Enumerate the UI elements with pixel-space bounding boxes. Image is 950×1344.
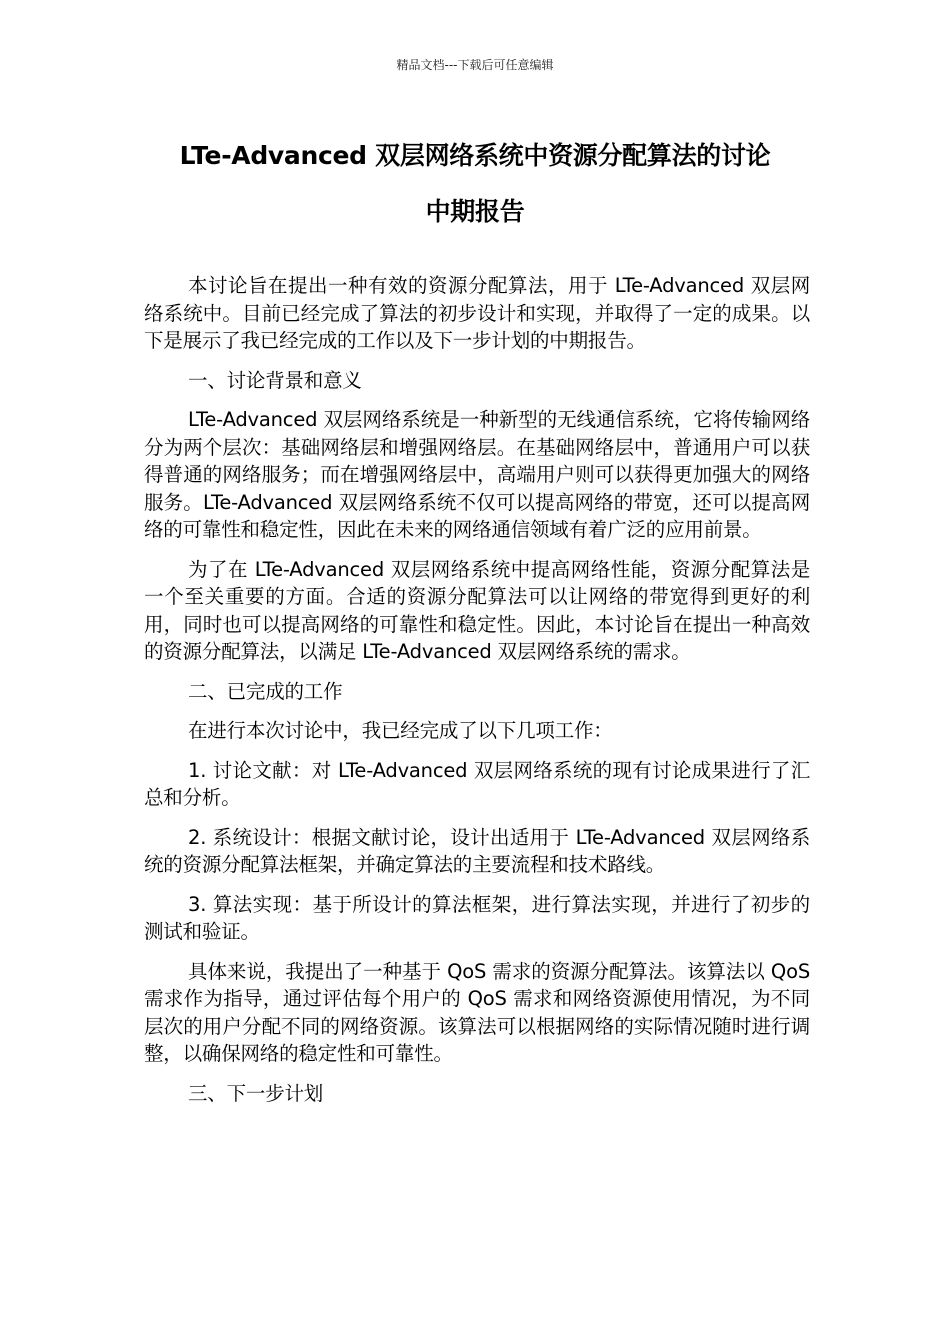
work-item-3: 3. 算法实现：基于所设计的算法框架，进行算法实现，并进行了初步的测试和验证。: [144, 892, 810, 943]
title-line-1: LTe-Advanced 双层网络系统中资源分配算法的讨论: [179, 141, 771, 170]
section-heading-completed-work: 二、已完成的工作: [188, 679, 343, 703]
work-item-1: 1. 讨论文献：对 LTe-Advanced 双层网络系统的现有讨论成果进行了汇总和分析。: [144, 758, 810, 809]
work-item-2: 2. 系统设计：根据文献讨论，设计出适用于 LTe-Advanced 双层网络系统的资源分配算法框架，并确定算法的主要流程和技术路线。: [144, 825, 810, 876]
algorithm-detail-paragraph: 具体来说，我提出了一种基于 QoS 需求的资源分配算法。该算法以 QoS 需求作为指导，通过评估每个用户的 QoS 需求和网络资源使用情况，为不同层次的用户分配不同的网络资源。该算法可以根据网络的实际情况随时进行调整，以确保网络的稳定性和可靠性。: [144, 959, 810, 1065]
intro-paragraph: 本讨论旨在提出一种有效的资源分配算法，用于 LTe-Advanced 双层网络系统中。目前已经完成了算法的初步设计和实现，并取得了一定的成果。以下是展示了我已经完成的工作以及下一步计划的中期报告。: [144, 274, 810, 352]
significance-paragraph: 为了在 LTe-Advanced 双层网络系统中提高网络性能，资源分配算法是一个至关重要的方面。合适的资源分配算法可以让网络的带宽得到更好的利用，同时也可以提高网络的可靠性和稳定性。因此，本讨论旨在提出一种高效的资源分配算法，以满足 LTe-Advanced 双层网络系统的需求。: [144, 557, 810, 663]
document-body: [144, 272, 810, 1119]
document-title: [60, 128, 890, 240]
completed-work-intro: 在进行本次讨论中，我已经完成了以下几项工作：: [188, 719, 613, 742]
section-heading-background: 一、讨论背景和意义: [188, 368, 362, 392]
background-paragraph: LTe-Advanced 双层网络系统是一种新型的无线通信系统，它将传输网络分为两个层次：基础网络层和增强网络层。在基础网络层中，普通用户可以获得普通的网络服务；而在增强网络层中，高端用户则可以获得更加强大的网络服务。LTe-Advanced 双层网络系统不仅可以提高网络的带宽，还可以提高网络的可靠性和稳定性，因此在未来的网络通信领域有着广泛的应用前景。: [144, 408, 810, 541]
section-heading-next-plan: 三、下一步计划: [188, 1081, 324, 1105]
title-line-2: 中期报告: [425, 197, 525, 226]
header-note: 精品文档---下载后可任意编辑: [396, 58, 554, 72]
